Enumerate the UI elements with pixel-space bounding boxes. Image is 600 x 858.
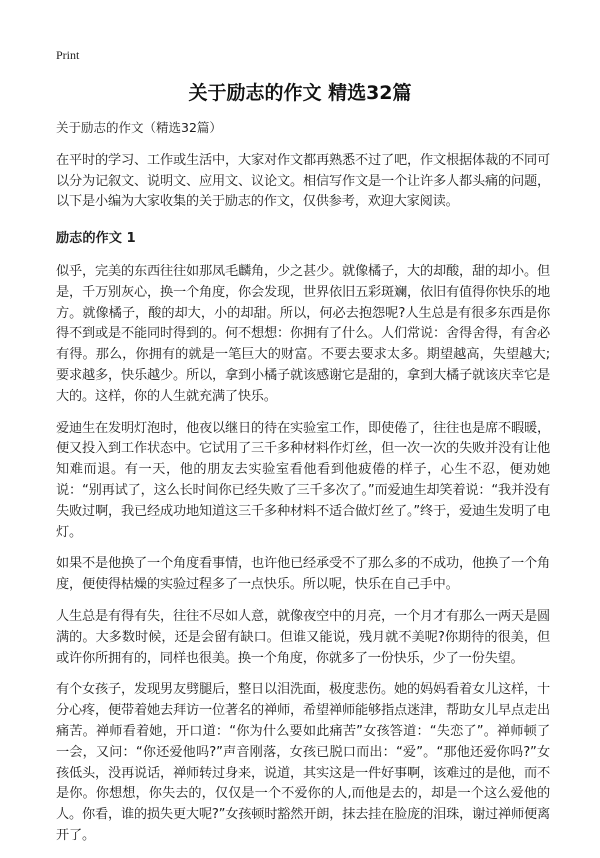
paragraph: 如果不是他换了一个角度看事情，也许他已经承受不了那么多的不成功，他换了一个角度，便使得枯燥的实验过程多了一点快乐。所以呢，快乐在自己手中。 — [56, 556, 550, 593]
intro-paragraph: 在平时的学习、工作或生活中，大家对作文都再熟悉不过了吧，作文根据体裁的不同可以分为记叙文、说明文、应用文、议论文。相信写作文是一个让许多人都头痛的问题，以下是小编为大家收集的关于励志的作文，仅供参考，欢迎大家阅读。 — [56, 152, 550, 210]
paragraph: 爱迪生在发明灯泡时，他夜以继日的待在实验室工作，即使倦了，往往也是席不暇暖，便又投入到工作状态中。它试用了三千多种材料作灯丝，但一次一次的失败并没有让他知难而退。有一天，他的朋友去实验室看他看到他疲倦的样子，心生不忍，便劝她说：“别再试了，这么长时间你已经失败了三千多次了。”而爱迪生却笑着说：“我并没有失败过啊，我已经成功地知道这三千多种材料不适合做灯丝了。”终于，爱迪生发明了电灯。 — [56, 420, 550, 540]
section-heading: 励志的作文 1 — [56, 231, 136, 247]
document-subtitle: 关于励志的作文（精选32篇） — [56, 120, 222, 135]
paragraph: 有个女孩子，发现男友劈腿后，整日以泪洗面，极度悲伤。她的妈妈看着女儿这样，十分心疼，便带着她去拜访一位著名的禅师，希望禅师能够指点迷津，帮助女儿早点走出痛苦。禅师看着她，开口道：“你为什么要如此痛苦”女孩答道：“失恋了”。禅师顿了一会，又问：“你还爱他吗?”声音刚落，女孩已脱口而出：“爱”。“那他还爱你吗?”女孩低头，没再说话，禅师转过身来，说道，其实这是一件好事啊，该难过的是他，而不是你。你想想，你失去的，仅仅是一个不爱你的人,而他是去的，却是一个这么爱他的人。你看，谁的损失更大呢?”女孩顿时豁然开朗，抹去挂在脸庞的泪珠，谢过禅师便离开了。 — [56, 682, 550, 843]
paragraph: 人生总是有得有失，往往不尽如人意，就像夜空中的月亮，一个月才有那么一两天是圆满的。大多数时候，还是会留有缺口。但谁又能说，残月就不美呢?你期待的很美，但或许你所拥有的，同样也很美。换一个角度，你就多了一份快乐，少了一份失望。 — [56, 608, 550, 666]
document-title: 关于励志的作文 精选32篇 — [188, 82, 412, 104]
document-body — [56, 118, 550, 858]
paragraph: 似乎，完美的东西往往如那凤毛麟角，少之甚少。就像橘子，大的却酸，甜的却小。但是，千万别灰心，换一个角度，你会发现，世界依旧五彩斑斓，依旧有值得你快乐的地方。就像橘子，酸的却大，小的却甜。所以，何必去抱怨呢?人生总是有很多东西是你得不到或是不能同时得到的。何不想想：你拥有了什么。人们常说：舍得舍得，有舍必有得。那么，你拥有的就是一笔巨大的财富。不要去要求太多。期望越高，失望越大;要求越多，快乐越少。所以，拿到小橘子就该感谢它是甜的，拿到大橘子就该庆幸它是大的。这样，你的人生就充满了快乐。 — [56, 263, 550, 404]
print-link[interactable]: Print — [56, 48, 80, 62]
